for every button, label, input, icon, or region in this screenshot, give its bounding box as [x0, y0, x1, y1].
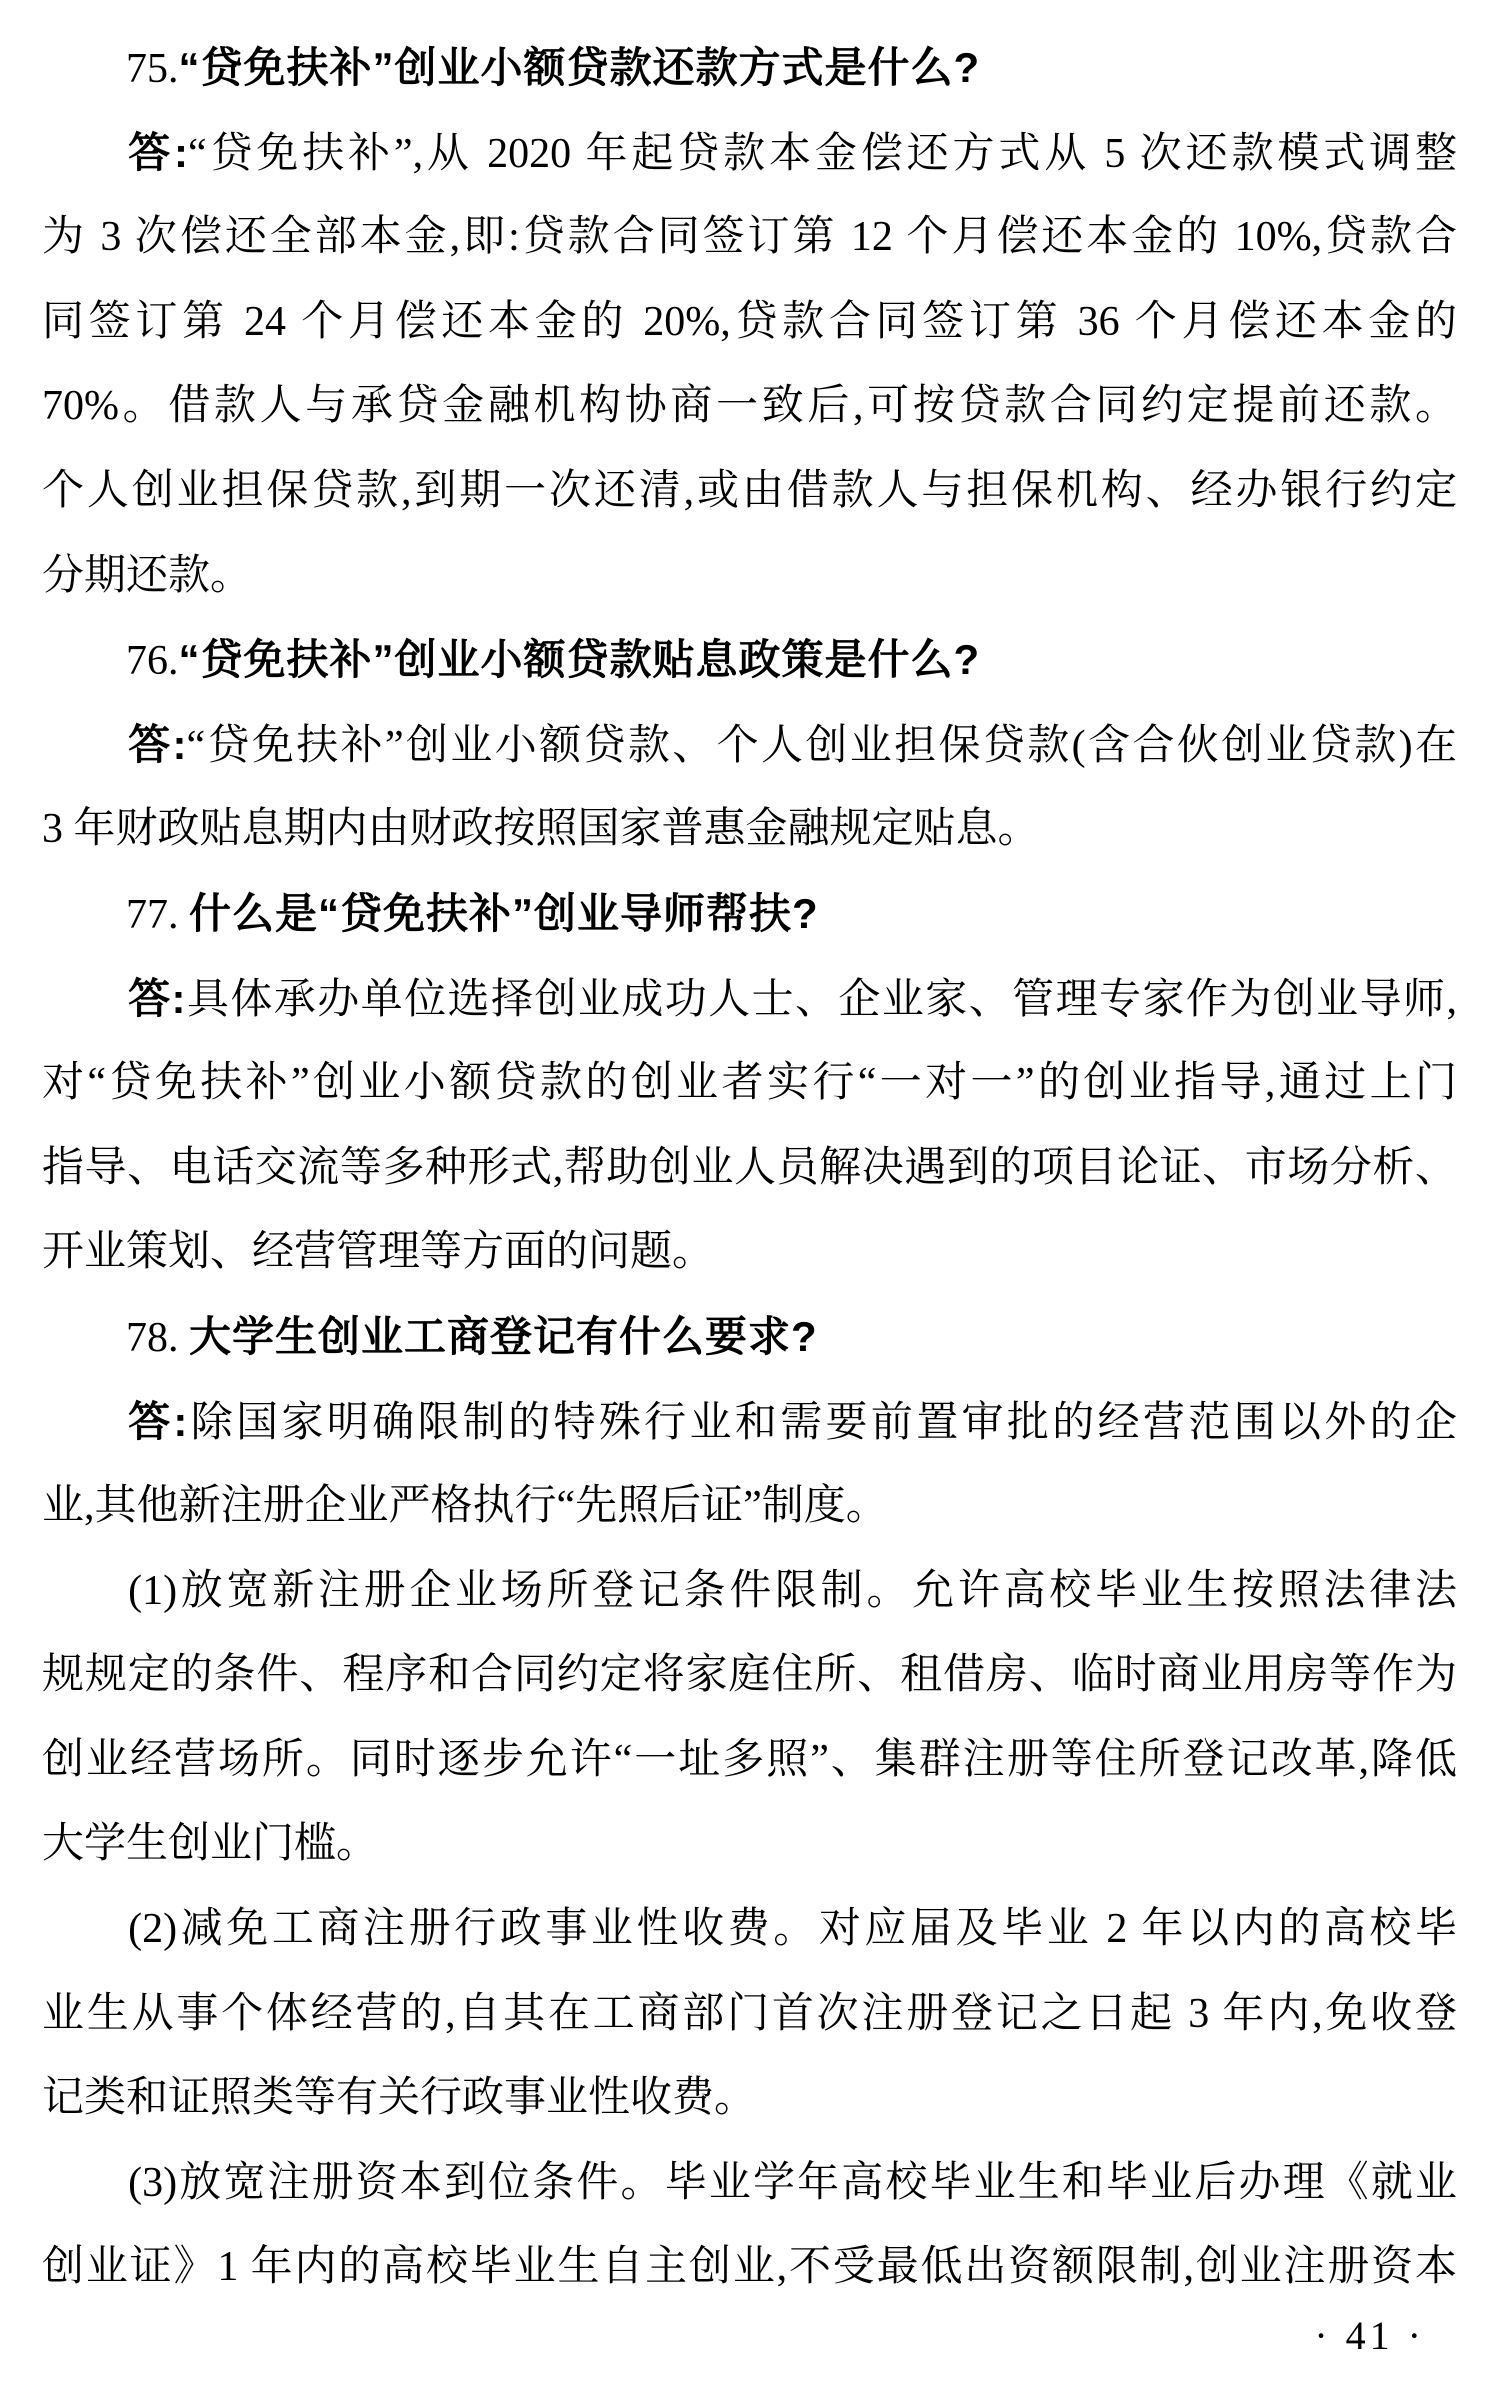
- answer-line: [42, 111, 1457, 196]
- text-line: 同签订第 24 个月偿还本金的 20%,贷款合同签订第 36 个月偿还本金的: [42, 298, 1457, 345]
- text-line: 指导、电话交流等多种形式,帮助创业人员解决遇到的项目论证、市场分析、: [42, 1144, 1457, 1191]
- text-line: 为 3 次偿还全部本金,即:贷款合同签订第 12 个月偿还本金的 10%,贷款合: [42, 214, 1457, 261]
- question-number: 76.: [126, 638, 179, 685]
- question-number: 77.: [126, 891, 189, 938]
- list-item-line: (2)减免工商注册行政事业性收费。对应届及毕业 2 年以内的高校毕: [128, 1906, 1457, 1953]
- line-text: 除国家明确限制的特殊行业和需要前置审批的经营范围以外的企: [187, 1399, 1457, 1446]
- text-line: 业,其他新注册企业严格执行“先照后证”制度。: [42, 1483, 888, 1530]
- text-line: 记类和证照类等有关行政事业性收费。: [42, 2075, 757, 2122]
- text-line: 规规定的条件、程序和合同约定将家庭住所、租借房、临时商业用房等作为: [42, 1652, 1457, 1699]
- question-title: “贷免扶补”创业小额贷款贴息政策是什么?: [178, 636, 981, 684]
- question-heading-76: [42, 618, 1457, 703]
- question-number: 78.: [126, 1314, 189, 1361]
- answer-label: 答:: [128, 1397, 188, 1445]
- page-number: · 41 ·: [1314, 2313, 1425, 2359]
- list-item-line: (1)放宽新注册企业场所登记条件限制。允许高校毕业生按照法律法: [128, 1567, 1457, 1614]
- answer-label: 答:: [128, 128, 188, 176]
- text-line: 创业经营场所。同时逐步允许“一址多照”、集群注册等住所登记改革,降低: [42, 1736, 1457, 1783]
- list-item-line: (3)放宽注册资本到位条件。毕业学年高校毕业生和毕业后办理《就业: [128, 2159, 1457, 2206]
- question-heading-77: [42, 872, 1457, 957]
- answer-label: 答:: [128, 974, 186, 1022]
- text-line: 创业证》1 年内的高校毕业生自主创业,不受最低出资额限制,创业注册资本: [42, 2244, 1457, 2291]
- answer-line: [42, 957, 1457, 1042]
- line-text: “贷免扶补”创业小额贷款、个人创业担保贷款(含合伙创业贷款)在: [186, 722, 1457, 769]
- answer-line: [42, 1380, 1457, 1465]
- question-heading-78: [42, 1295, 1457, 1380]
- text-line: 3 年财政贴息期内由财政按照国家普惠金融规定贴息。: [42, 806, 1040, 853]
- answer-line: [42, 703, 1457, 788]
- line-text: 具体承办单位选择创业成功人士、企业家、管理专家作为创业导师,: [185, 976, 1457, 1023]
- question-number: 75.: [126, 46, 179, 92]
- text-line: 分期还款。: [42, 552, 253, 599]
- text-line: 对“贷免扶补”创业小额贷款的创业者实行“一对一”的创业指导,通过上门: [42, 1060, 1457, 1107]
- text-line: 个人创业担保贷款,到期一次还清,或由借款人与担保机构、经办银行约定: [42, 467, 1457, 514]
- question-title: 大学生创业工商登记有什么要求?: [189, 1312, 818, 1360]
- question-title: 什么是“贷免扶补”创业导师帮扶?: [189, 889, 819, 937]
- text-line: 开业策划、经营管理等方面的问题。: [42, 1229, 715, 1276]
- answer-label: 答:: [128, 720, 187, 768]
- question-title: “贷免扶补”创业小额贷款还款方式是什么?: [178, 44, 981, 91]
- text-line: 70%。借款人与承贷金融机构协商一致后,可按贷款合同约定提前还款。: [42, 383, 1457, 430]
- text-line: 业生从事个体经营的,自其在工商部门首次注册登记之日起 3 年内,免收登: [42, 1990, 1457, 2037]
- line-text: “贷免扶补”,从 2020 年起贷款本金偿还方式从 5 次还款模式调整: [187, 130, 1457, 177]
- question-heading-75: [42, 26, 1457, 111]
- text-line: 大学生创业门槛。: [42, 1821, 379, 1868]
